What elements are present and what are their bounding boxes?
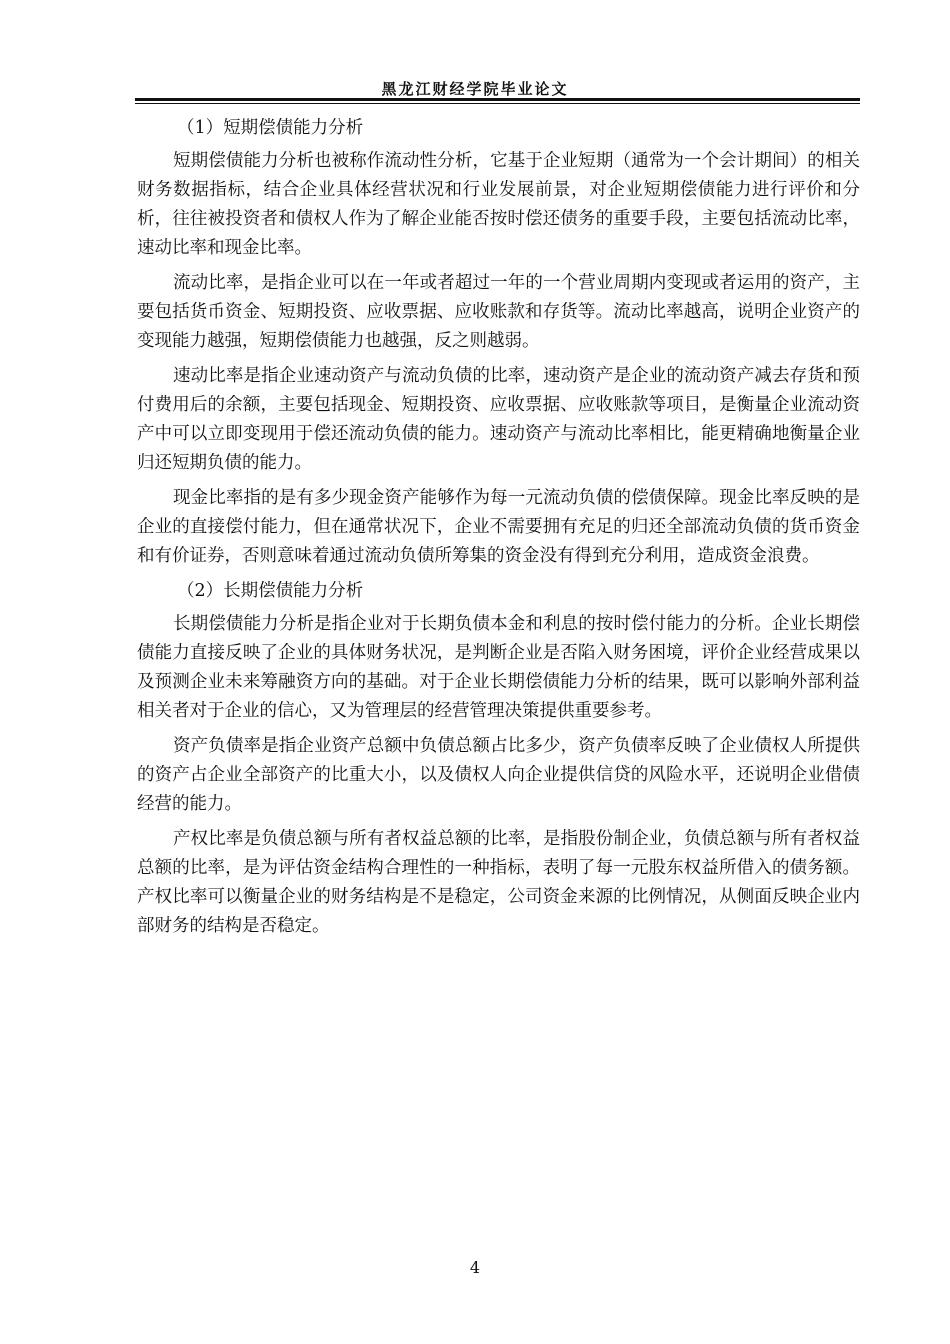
header-title: 黑龙江财经学院毕业论文	[381, 80, 569, 98]
paragraph-long-term-intro: 长期偿债能力分析是指企业对于长期负债本金和利息的按时偿付能力的分析。企业长期偿债能力直接反映了企业的具体财务状况，是判断企业是否陷入财务困境，评价企业经营成果以及预测企业未来筹融资方向的基础。对于企业长期偿债能力分析的结果，既可以影响外部利益相关者对于企业的信心，又为管理层的经营管理决策提供重要参考。	[137, 614, 860, 721]
paragraph-current-ratio: 流动比率，是指企业可以在一年或者超过一年的一个营业周期内变现或者运用的资产，主要包括货币资金、短期投资、应收票据、应收账款和存货等。流动比率越高，说明企业资产的变现能力越强，短期偿债能力也越强，反之则越弱。	[137, 273, 860, 351]
section-heading-short-term: （1）短期偿债能力分析	[177, 118, 364, 138]
header-rule-thin	[135, 103, 860, 104]
paragraph-short-term-intro: 短期偿债能力分析也被称作流动性分析，它基于企业短期（通常为一个会计期间）的相关财务数据指标，结合企业具体经营状况和行业发展前景，对企业短期偿债能力进行评价和分析，往往被投资者和债权人作为了解企业能否按时偿还债务的重要手段，主要包括流动比率，速动比率和现金比率。	[137, 151, 860, 258]
section-heading-long-term: （2）长期偿债能力分析	[177, 581, 364, 601]
paragraph-equity-ratio: 产权比率是负债总额与所有者权益总额的比率，是指股份制企业，负债总额与所有者权益总额的比率，是为评估资金结构合理性的一种指标，表明了每一元股东权益所借入的债务额。 产权比率可以衡量企业的财务结构是不是稳定，公司资金来源的比例情况，从侧面反映企业内部财务的结构是否稳定。	[137, 829, 860, 936]
page-number: 4	[469, 1258, 481, 1277]
paragraph-cash-ratio: 现金比率指的是有多少现金资产能够作为每一元流动负债的偿债保障。现金比率反映的是企业的直接偿付能力，但在通常状况下，企业不需要拥有充足的归还全部流动负债的货币资金和有价证券，否则意味着通过流动负债所筹集的资金没有得到充分利用，造成资金浪费。	[137, 488, 860, 566]
header-rule-thick	[135, 98, 860, 101]
document-body	[137, 114, 860, 947]
paragraph-debt-ratio: 资产负债率是指企业资产总额中负债总额占比多少，资产负债率反映了企业债权人所提供的资产占企业全部资产的比重大小，以及债权人向企业提供信贷的风险水平，还说明企业借债经营的能力。	[137, 736, 860, 814]
paragraph-quick-ratio: 速动比率是指企业速动资产与流动负债的比率，速动资产是企业的流动资产减去存货和预付费用后的余额，主要包括现金、短期投资、应收票据、应收账款等项目，是衡量企业流动资产中可以立即变现用于偿还流动负债的能力。速动资产与流动比率相比，能更精确地衡量企业归还短期负债的能力。	[137, 366, 860, 473]
